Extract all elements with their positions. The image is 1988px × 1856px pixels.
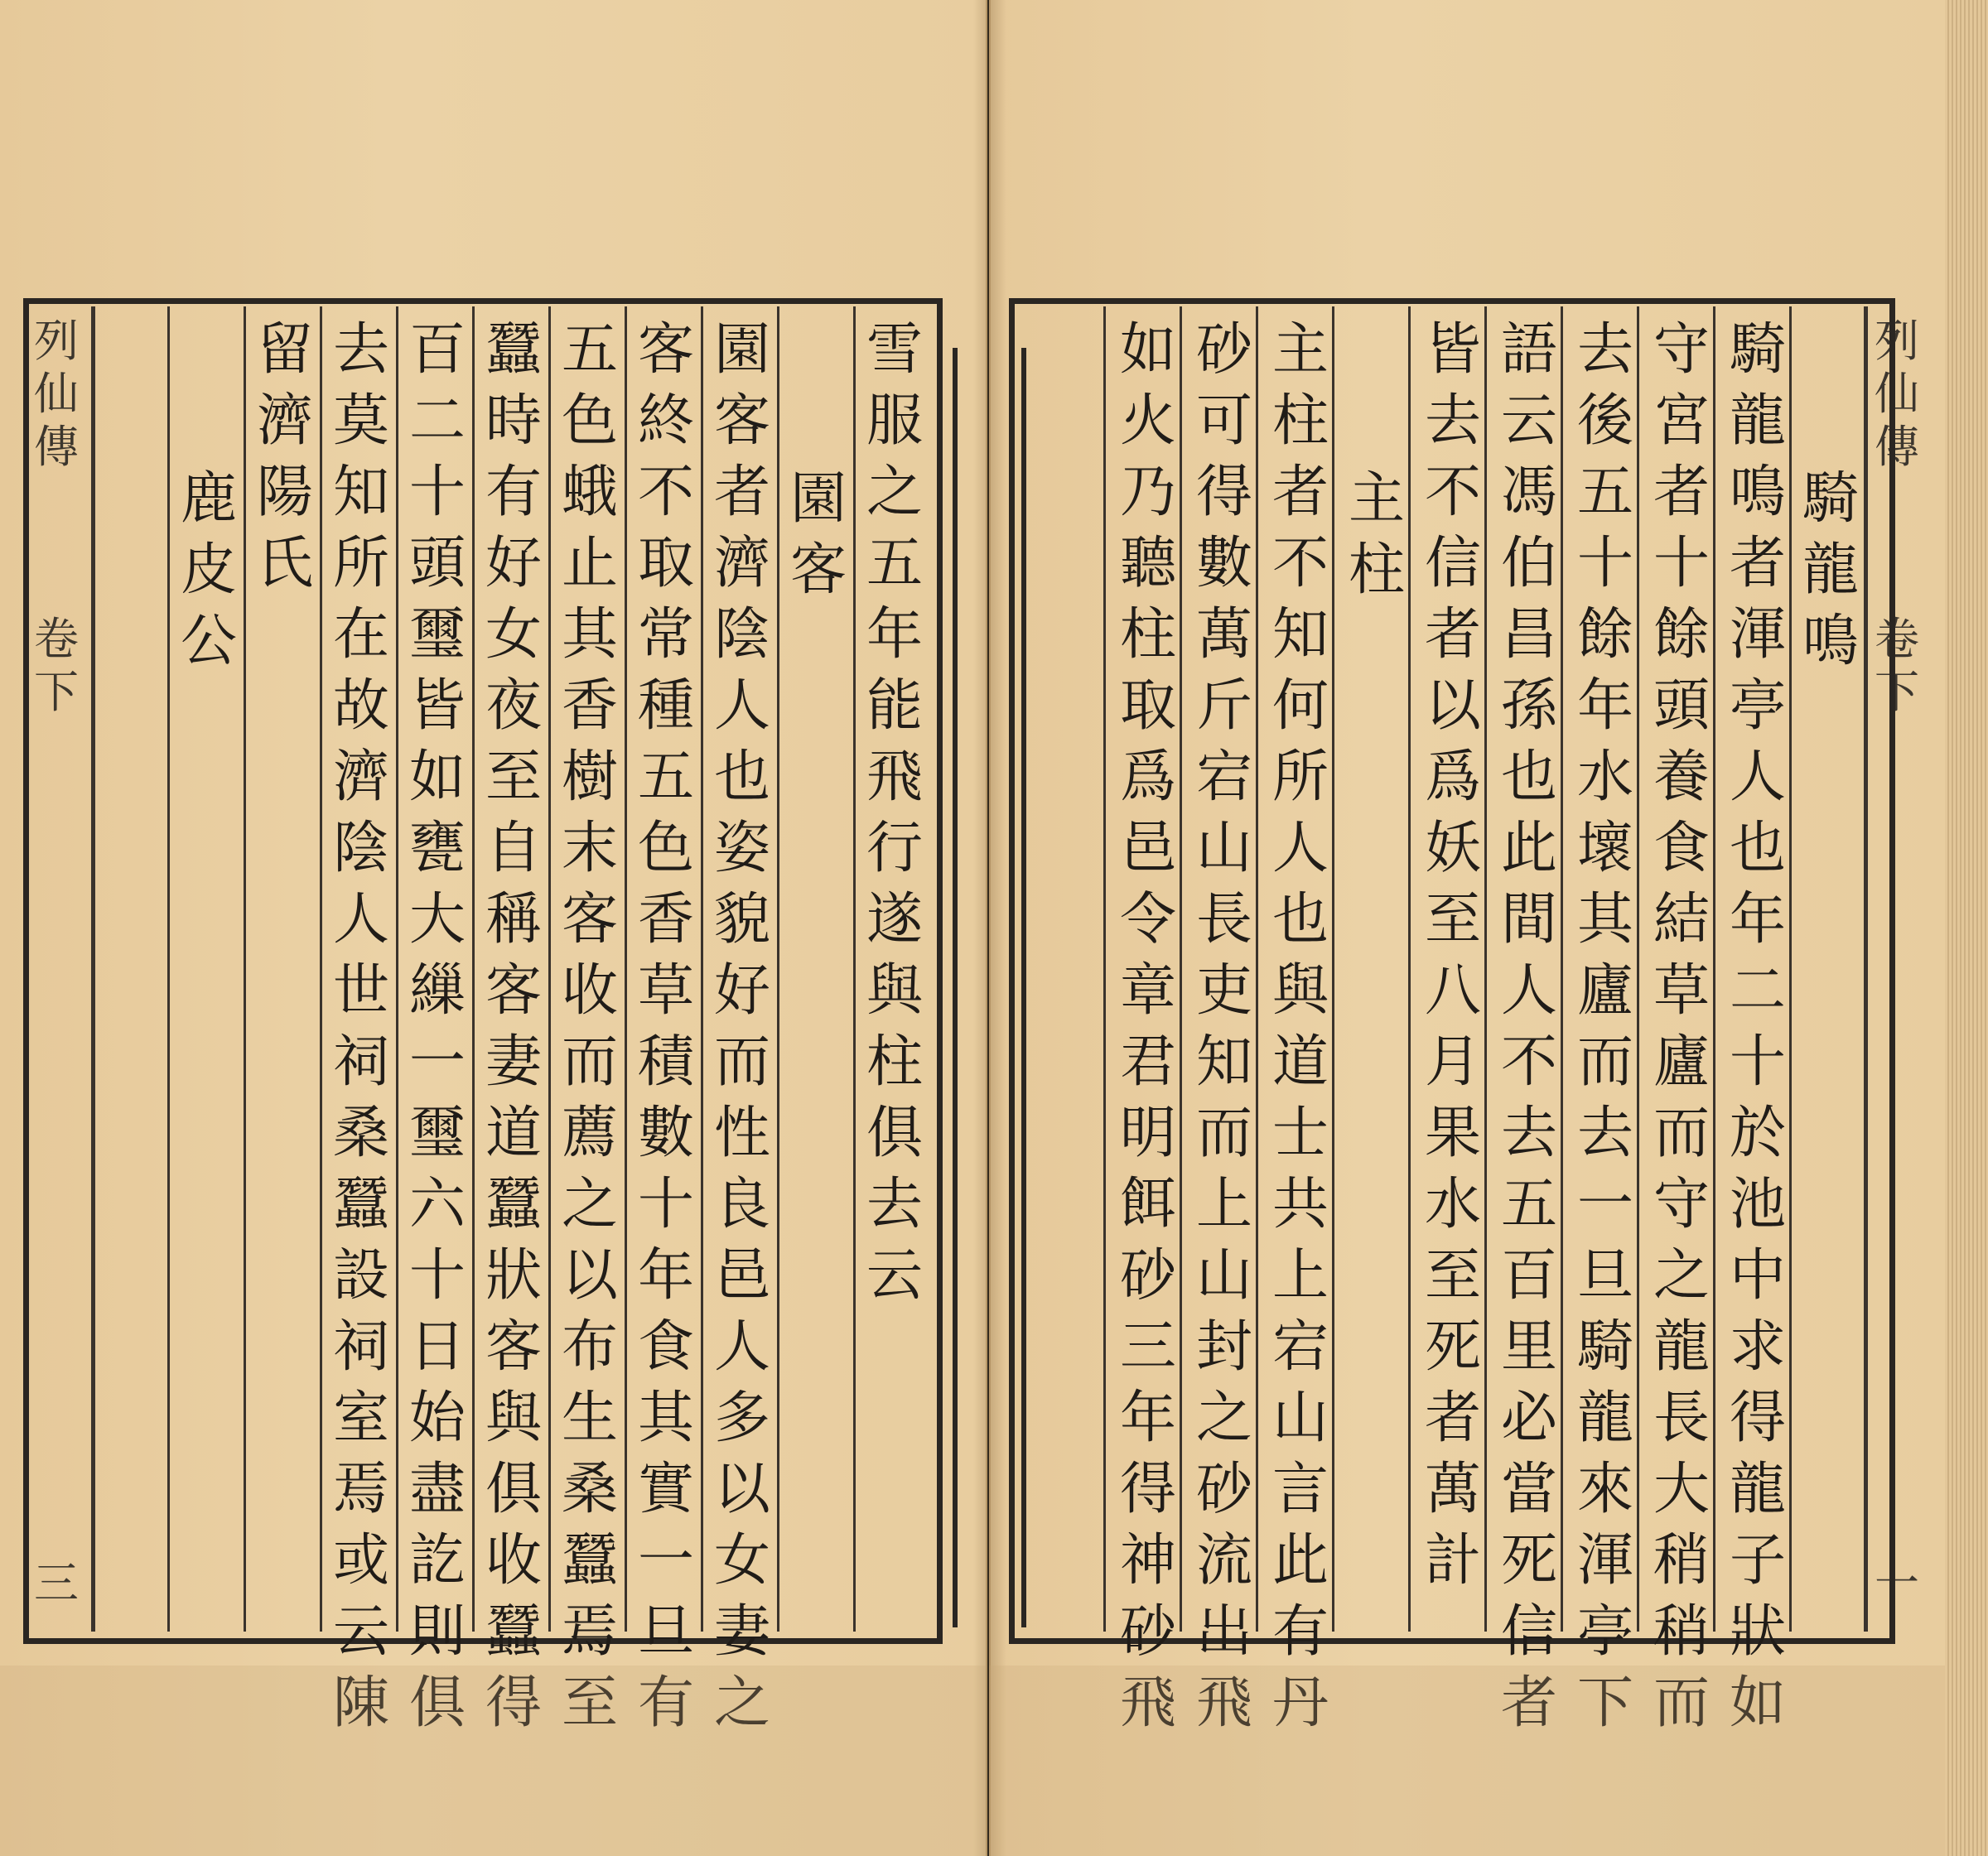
left-rule-8 [320, 306, 322, 1632]
left-column-3: 園客者濟陰人也姿貌好而性良邑人多以女妻之 [713, 317, 770, 1736]
left-column-5: 五色蛾止其香樹末客收而薦之以布生桑蠶焉至 [561, 317, 618, 1736]
left-rule-10 [167, 306, 170, 1632]
left-rule-6 [472, 306, 475, 1632]
left-page-bottom-margin [0, 1666, 986, 1856]
left-column-10: 鹿皮公 [180, 466, 237, 674]
right-gutter-volume: 卷下 [1875, 613, 1919, 718]
left-rule-5 [548, 306, 551, 1632]
right-gutter-folio: 一 [1875, 1557, 1919, 1609]
right-rule-7 [1332, 306, 1334, 1632]
right-rule-2 [1713, 306, 1715, 1632]
right-rule-4 [1561, 306, 1563, 1632]
left-rule-3 [701, 306, 703, 1632]
left-rule-1 [853, 306, 856, 1632]
left-column-8: 去莫知所在故濟陰人世祠桑蠶設祠室焉或云陳 [332, 317, 389, 1736]
right-rule-3 [1637, 306, 1639, 1632]
left-page-inner-rule [953, 348, 958, 1627]
left-gutter-folio: 三 [34, 1557, 79, 1609]
left-column-2: 園客 [789, 466, 847, 603]
left-gutter-volume: 卷下 [34, 613, 79, 718]
right-page-inner-rule [1021, 348, 1026, 1627]
left-gutter-rule [91, 306, 95, 1632]
right-column-5: 語云馮伯昌孫也此間人不去五百里必當死信者 [1500, 317, 1557, 1736]
right-column-9: 砂可得數萬斤宕山長吏知而上山封之砂流出飛 [1195, 317, 1252, 1736]
left-rule-2 [777, 306, 779, 1632]
left-rule-9 [244, 306, 246, 1632]
left-rule-4 [625, 306, 627, 1632]
right-rule-6 [1408, 306, 1411, 1632]
right-column-2: 騎龍鳴者渾亭人也年二十於池中求得龍子狀如 [1729, 317, 1786, 1736]
right-column-3: 守宮者十餘頭養食結草廬而守之龍長大稍稍而 [1653, 317, 1710, 1736]
left-column-1: 雪服之五年能飛行遂與柱俱去云 [866, 317, 923, 1309]
book-gutter-fold [973, 0, 1006, 1856]
right-column-7: 主柱 [1348, 466, 1405, 603]
right-page-bottom-margin [989, 1666, 1945, 1856]
right-gutter-title: 列仙傳 [1875, 315, 1919, 473]
left-gutter-title: 列仙傳 [34, 315, 79, 473]
left-column-9: 留濟陽氏 [256, 317, 313, 596]
right-rule-5 [1484, 306, 1487, 1632]
left-column-4: 客終不取常種五色香草積數十年食其實一旦有 [637, 317, 694, 1736]
right-rule-10 [1103, 306, 1106, 1632]
right-column-10: 如火乃聽柱取爲邑令章君明餌砂三年得神砂飛 [1119, 317, 1176, 1736]
right-column-8: 主柱者不知何所人也與道士共上宕山言此有丹 [1271, 317, 1329, 1736]
right-column-1: 騎龍鳴 [1802, 466, 1859, 674]
right-column-4: 去後五十餘年水壞其廬而去一旦騎龍來渾亭下 [1576, 317, 1633, 1736]
left-rule-7 [396, 306, 398, 1632]
page-edge-stack [1945, 0, 1988, 1856]
right-gutter-rule [1864, 306, 1868, 1632]
right-rule-1 [1789, 306, 1792, 1632]
left-column-7: 百二十頭璽皆如甕大繅一璽六十日始盡訖則俱 [408, 317, 466, 1736]
right-rule-9 [1180, 306, 1182, 1632]
right-rule-8 [1256, 306, 1258, 1632]
right-column-6: 皆去不信者以爲妖至八月果水至死者萬計 [1424, 317, 1481, 1593]
left-column-6: 蠶時有好女夜至自稱客妻道蠶狀客與俱收蠶得 [485, 317, 542, 1736]
